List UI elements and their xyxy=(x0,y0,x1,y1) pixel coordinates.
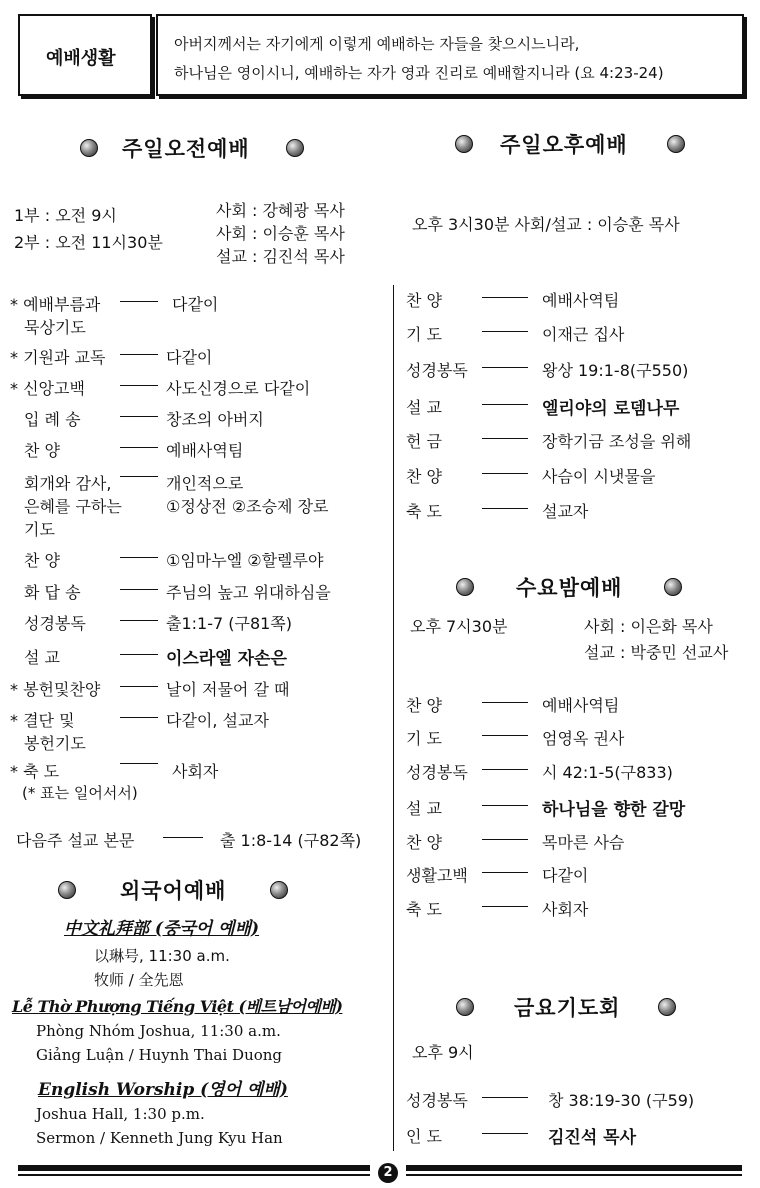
am-row-dash xyxy=(120,717,158,718)
sunday-am-title: 주일오전예배 xyxy=(122,137,250,161)
am-row-dash xyxy=(120,686,158,687)
friday-title: 금요기도회 xyxy=(514,996,621,1020)
bullet-icon xyxy=(658,998,676,1016)
wed-row-item: 찬 양 xyxy=(406,696,442,715)
page-number: 2 xyxy=(378,1163,398,1183)
wed-row-value: 다같이 xyxy=(542,866,589,885)
wed-row-item: 생활고백 xyxy=(406,866,468,885)
pm-row-dash xyxy=(482,331,528,332)
sunday-am-time2: 2부 : 오전 11시30분 xyxy=(14,233,163,252)
english-line2: Sermon / Kenneth Jung Kyu Han xyxy=(36,1129,283,1147)
footer-rule-left-thin xyxy=(18,1174,370,1176)
wed-row-dash xyxy=(482,839,528,840)
am-row-item: 묵상기도 xyxy=(24,318,86,337)
wed-row-dash xyxy=(482,805,528,806)
pm-row-value: 사슴이 시냇물을 xyxy=(542,467,656,486)
bullet-icon xyxy=(80,139,98,157)
pm-sermon-title: 엘리야의 로뎀나무 xyxy=(542,399,680,419)
wed-row-dash xyxy=(482,735,528,736)
am-row-item: * 기원과 교독 xyxy=(10,348,106,367)
wed-row-dash xyxy=(482,872,528,873)
am-sermon-title: 이스라엘 자손은 xyxy=(166,649,287,669)
am-row-value: 주님의 높고 위대하심을 xyxy=(166,583,331,602)
bullet-icon xyxy=(270,881,288,899)
fri-leader: 김진석 목사 xyxy=(548,1128,637,1148)
wed-row-dash xyxy=(482,769,528,770)
header-label: 예배생활 xyxy=(46,48,116,69)
pm-row-item: 찬 양 xyxy=(406,291,442,310)
am-row-item: 화 답 송 xyxy=(24,583,81,602)
wed-row-dash xyxy=(482,702,528,703)
am-row-value: 창조의 아버지 xyxy=(166,410,264,429)
pm-row-value: 장학기금 조성을 위해 xyxy=(542,432,692,451)
wed-row-item: 기 도 xyxy=(406,729,442,748)
am-row-dash xyxy=(120,557,158,558)
pm-row-dash xyxy=(482,404,528,405)
am-row-value: 날이 저물어 갈 때 xyxy=(166,680,290,699)
sunday-am-leader1: 사회 : 강혜광 목사 xyxy=(216,201,345,220)
pm-row-dash xyxy=(482,297,528,298)
am-row-item: * 신앙고백 xyxy=(10,379,85,398)
am-row-value: 사회자 xyxy=(172,762,219,781)
pm-row-value: 설교자 xyxy=(542,502,589,521)
am-row-item: 성경봉독 xyxy=(24,614,86,633)
am-row-value: 다같이 xyxy=(166,348,213,367)
am-row-value: 개인적으로 xyxy=(166,474,244,493)
wed-row-value: 사회자 xyxy=(542,900,589,919)
am-row-item: * 봉헌및찬양 xyxy=(10,680,101,699)
am-row-dash xyxy=(120,476,158,477)
foreign-title: 외국어예배 xyxy=(120,879,227,903)
am-row-dash xyxy=(120,589,158,590)
header-verse-line2: 하나님은 영이시니, 예배하는 자가 영과 진리로 예배할지니라 (요 4:23-24) xyxy=(174,64,664,82)
pm-row-item: 성경봉독 xyxy=(406,361,468,380)
fri-row-item: 인 도 xyxy=(406,1127,442,1146)
am-row-value: ①임마누엘 ②할렐루야 xyxy=(166,551,324,570)
bullet-icon xyxy=(667,135,685,153)
wednesday-preacher: 설교 : 박중민 선교사 xyxy=(584,643,729,662)
am-row-value: 예배사역팀 xyxy=(166,441,244,460)
pm-row-value: 이재근 집사 xyxy=(542,325,625,344)
pm-row-value: 예배사역팀 xyxy=(542,291,620,310)
wednesday-leader: 사회 : 이은화 목사 xyxy=(584,617,713,636)
am-row-value: 다같이 xyxy=(172,295,219,314)
chinese-title: 中文礼拜部 (중국어 예배) xyxy=(64,919,260,939)
vietnamese-line1: Phòng Nhóm Joshua, 11:30 a.m. xyxy=(36,1022,281,1040)
sunday-pm-title: 주일오후예배 xyxy=(500,133,628,157)
sunday-am-leader2: 사회 : 이승훈 목사 xyxy=(216,224,345,243)
wed-row-item: 찬 양 xyxy=(406,833,442,852)
wednesday-title: 수요밤예배 xyxy=(516,576,623,600)
bullet-icon xyxy=(456,578,474,596)
bullet-icon xyxy=(58,881,76,899)
column-divider xyxy=(393,285,394,1151)
pm-row-dash xyxy=(482,473,528,474)
wed-row-item: 설 교 xyxy=(406,799,442,818)
am-row-value: 출1:1-7 (구81쪽) xyxy=(166,614,293,633)
next-week-dash xyxy=(163,837,203,838)
pm-row-dash xyxy=(482,438,528,439)
pm-row-item: 축 도 xyxy=(406,502,442,521)
fri-row-dash xyxy=(482,1133,528,1134)
bullet-icon xyxy=(286,139,304,157)
wed-sermon-title: 하나님을 향한 갈망 xyxy=(542,800,686,820)
am-row-item: 은혜를 구하는 xyxy=(24,497,122,516)
wednesday-time: 오후 7시30분 xyxy=(410,617,508,636)
bullet-icon xyxy=(664,578,682,596)
chinese-line2: 牧师 / 全先恩 xyxy=(94,971,184,989)
bullet-icon xyxy=(456,998,474,1016)
am-row-dash xyxy=(120,354,158,355)
chinese-line1: 以琳号, 11:30 a.m. xyxy=(94,947,230,965)
english-title: English Worship (영어 예배) xyxy=(38,1080,288,1100)
pm-row-item: 찬 양 xyxy=(406,467,442,486)
english-line1: Joshua Hall, 1:30 p.m. xyxy=(36,1105,205,1123)
footer-rule-left xyxy=(18,1165,370,1171)
wed-row-value: 예배사역팀 xyxy=(542,696,620,715)
am-row-item: 기도 xyxy=(24,520,55,539)
pm-row-value: 왕상 19:1-8(구550) xyxy=(542,361,689,380)
pm-row-dash xyxy=(482,367,528,368)
next-week-label: 다음주 설교 본문 xyxy=(16,831,135,850)
fri-row-item: 성경봉독 xyxy=(406,1091,468,1110)
am-row-item: 회개와 감사, xyxy=(24,474,112,493)
sunday-am-preacher: 설교 : 김진석 목사 xyxy=(216,247,345,266)
sunday-am-time1: 1부 : 오전 9시 xyxy=(14,206,117,225)
vietnamese-title: Lễ Thờ Phượng Tiếng Việt (베트남어예배) xyxy=(12,997,343,1016)
wed-row-item: 성경봉독 xyxy=(406,763,468,782)
am-row-item: 입 례 송 xyxy=(24,410,81,429)
pm-row-item: 기 도 xyxy=(406,325,442,344)
wed-row-value: 시 42:1-5(구833) xyxy=(542,763,673,782)
am-row-item: 봉헌기도 xyxy=(24,734,86,753)
fri-row-value: 창 38:19-30 (구59) xyxy=(548,1091,695,1110)
pm-row-item: 헌 금 xyxy=(406,432,442,451)
wed-row-value: 목마른 사슴 xyxy=(542,833,625,852)
pm-row-dash xyxy=(482,508,528,509)
am-row-dash xyxy=(120,654,158,655)
am-row-dash xyxy=(120,301,158,302)
header-verse-box xyxy=(156,14,744,96)
wed-row-dash xyxy=(482,906,528,907)
header-verse-line1: 아버지께서는 자기에게 이렇게 예배하는 자들을 찾으시느니라, xyxy=(174,35,580,53)
am-row-dash xyxy=(120,447,158,448)
am-row-item: 찬 양 xyxy=(24,441,60,460)
fri-row-dash xyxy=(482,1097,528,1098)
am-row-value: ①정상전 ②조승제 장로 xyxy=(166,497,329,516)
friday-time: 오후 9시 xyxy=(412,1043,474,1062)
wed-row-item: 축 도 xyxy=(406,900,442,919)
sunday-pm-info: 오후 3시30분 사회/설교 : 이승훈 목사 xyxy=(412,215,680,234)
am-row-value: 다같이, 설교자 xyxy=(166,711,269,730)
am-row-dash xyxy=(120,763,158,764)
footer-rule-right xyxy=(406,1165,742,1171)
next-week-text: 출 1:8-14 (구82쪽) xyxy=(220,831,362,850)
am-row-item: 찬 양 xyxy=(24,551,60,570)
pm-row-item: 설 교 xyxy=(406,398,442,417)
am-row-item: 설 교 xyxy=(24,648,60,667)
footer-rule-right-thin xyxy=(406,1174,742,1176)
am-note: (* 표는 일어서서) xyxy=(22,784,138,802)
vietnamese-line2: Giảng Luận / Huynh Thai Duong xyxy=(36,1046,283,1064)
am-row-dash xyxy=(120,416,158,417)
am-row-dash xyxy=(120,385,158,386)
wed-row-value: 엄영옥 권사 xyxy=(542,729,625,748)
am-row-item: * 결단 및 xyxy=(10,711,75,730)
am-row-dash xyxy=(120,620,158,621)
am-row-value: 사도신경으로 다같이 xyxy=(166,379,311,398)
am-row-item: * 예배부름과 xyxy=(10,295,101,314)
am-row-item: * 축 도 xyxy=(10,762,60,781)
bullet-icon xyxy=(455,135,473,153)
